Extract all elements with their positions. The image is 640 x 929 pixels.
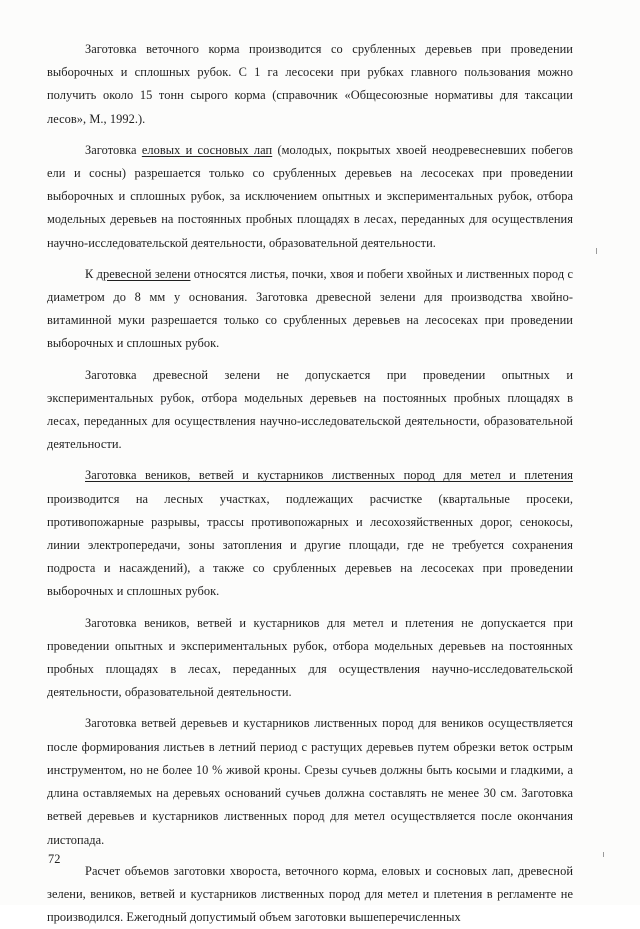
paragraph-7: Заготовка ветвей деревьев и кустарников лиственных пород для веников осуществляется после формирования листьев в летний период с растущих деревьев путем обрезки веток острым инструментом, но не более 10 % живой кроны. Срезы сучьев должны быть косыми и гладкими, а длина оставляемых на деревьях оснований сучьев должна составлять не менее 30 см. Заготовка ветвей деревьев и кустарников лиственных пород для метел осуществляется после окончания листопада. bbox=[47, 716, 573, 847]
body-text bbox=[47, 38, 573, 929]
paragraph-3-rest: относятся листья, почки, хвоя и побеги хвойных и лиственных пород с диаметром до 8 мм у основания. Заготовка древесной зелени для производства хвойно-витаминной муки разрешается только со срубленных деревьев на лесосеках при проведении выборочных и сплошных рубок. bbox=[47, 266, 573, 351]
paragraph-8: Расчет объемов заготовки хвороста, веточного корма, еловых и сосновых лап, древесной зелени, веников, ветвей и кустарников лиственных пород для метел и плетения в регламенте не производился. Ежегодный допустимый объем заготовки вышеперечисленных bbox=[47, 863, 573, 925]
paragraph-5-rest: производится на лесных участках, подлежащих расчистке (квартальные просеки, противопожарные разрывы, трассы противопожарных и лесохозяйственных дорог, сенокосы, линии электропередачи, зоны затопления и другие площади, где не требуется сохранения подроста и насаждений), а также со срубленных деревьев на лесосеках при проведении выборочных и сплошных рубок. bbox=[47, 491, 573, 599]
paragraph-2-start: Заготовка bbox=[85, 142, 142, 157]
scan-mark bbox=[603, 852, 604, 857]
paragraph-3 bbox=[47, 263, 573, 356]
paragraph-1: Заготовка веточного корма производится со срубленных деревьев при проведении выборочных и сплошных рубок. С 1 га лесосеки при рубках главного пользования можно получить около 15 тонн сырого корма (справочник «Общесоюзные нормативы для таксации лесов», М., 1992.). bbox=[47, 42, 573, 126]
paragraph-4: Заготовка древесной зелени не допускается при проведении опытных и экспериментальных рубок, отбора модельных деревьев на постоянных пробных площадях в лесах, переданных для осуществления научно-исследовательской деятельности, образовательной деятельности. bbox=[47, 367, 573, 452]
paragraph-2 bbox=[47, 139, 573, 255]
paragraph-5 bbox=[47, 464, 573, 603]
paragraph-2-rest: (молодых, покрытых хвоей неодревесневших побегов ели и сосны) разрешается только со срубленных деревьев на лесосеках при проведении выборочных и сплошных рубок, за исключением опытных и экспериментальных рубок, отбора модельных деревьев на постоянных пробных площадях в лесах, переданных для осуществления научно-исследовательской деятельности, образовательной деятельности. bbox=[47, 142, 573, 250]
page-number: 72 bbox=[48, 852, 61, 866]
scan-mark bbox=[596, 248, 597, 254]
term-wood-greenery: древесной зелени bbox=[96, 266, 191, 281]
term-brooms-branches: Заготовка веников, ветвей и кустарников лиственных пород для метел и плетения bbox=[85, 468, 573, 483]
term-spruce-pine-branches: еловых и сосновых лап bbox=[141, 142, 273, 157]
paragraph-3-start: К bbox=[85, 266, 97, 281]
paragraph-6: Заготовка веников, ветвей и кустарников для метел и плетения не допускается при проведении опытных и экспериментальных рубок, отбора модельных деревьев на постоянных пробных площадях в лесах, переданных для осуществления научно-исследовательской деятельности, образовательной деятельности. bbox=[47, 615, 573, 700]
